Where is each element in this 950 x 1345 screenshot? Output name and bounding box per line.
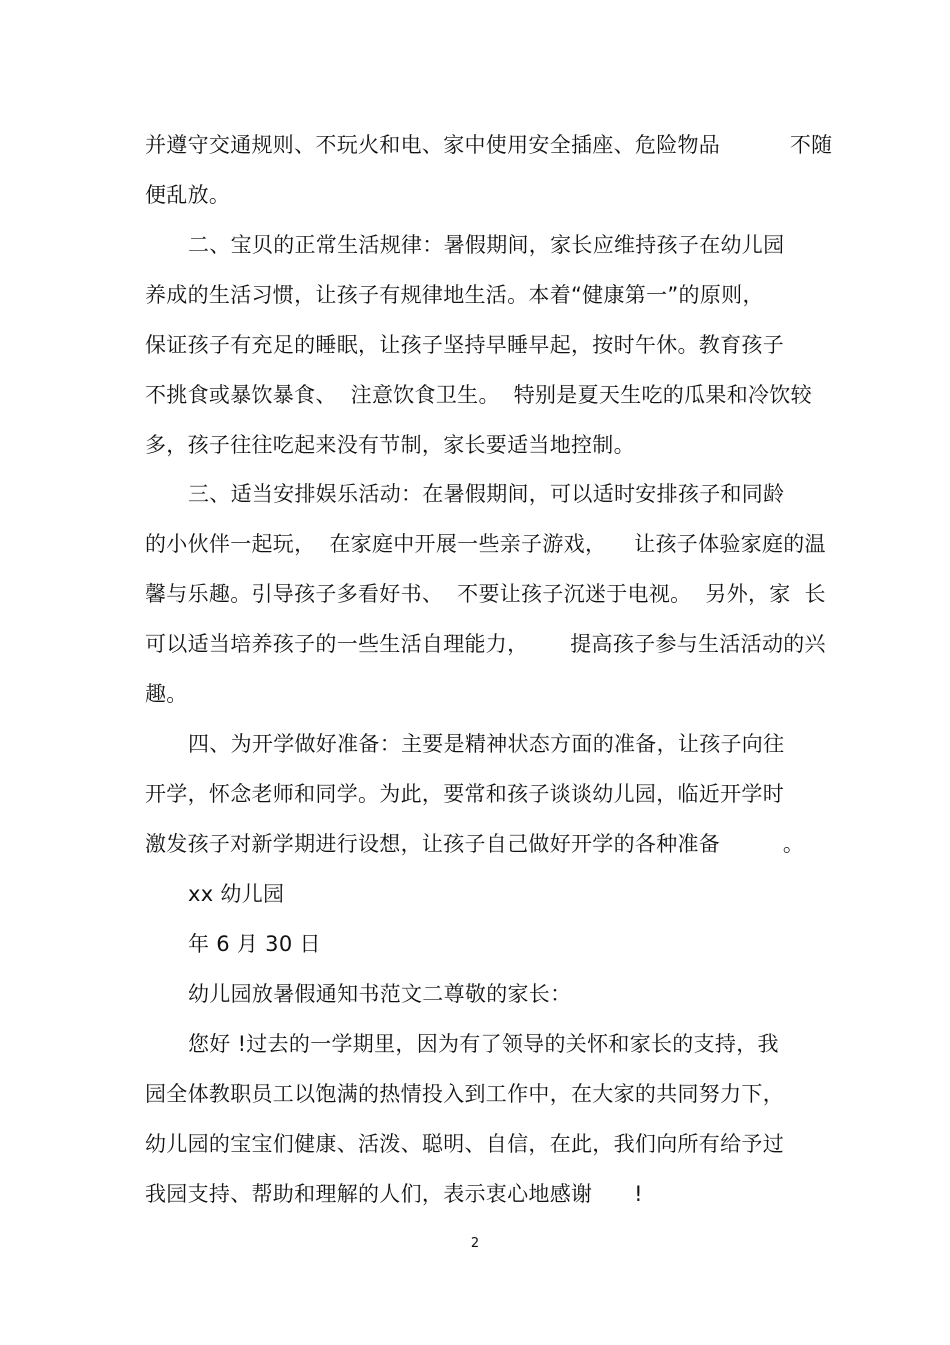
text-line: 并遵守交通规则、不玩火和电、家中使用安全插座、危险物品 不随 — [145, 133, 833, 157]
text-line: 可以适当培养孩子的一些生活自理能力， 提高孩子参与生活活动的兴 — [145, 632, 826, 656]
text-line: 便乱放。 — [145, 183, 231, 207]
sender-name: xx 幼儿园 — [188, 882, 285, 906]
page-number: 2 — [470, 1236, 480, 1251]
paragraph-start: 三、适当安排娱乐活动：在暑假期间，可以适时安排孩子和同龄 — [188, 482, 785, 506]
text-line: 不挑食或暴饮暴食、 注意饮食卫生。 特别是夏天生吃的瓜果和冷饮较 — [145, 383, 812, 407]
text-line: 保证孩子有充足的睡眠，让孩子坚持早睡早起，按时午休。教育孩子 — [145, 333, 784, 357]
section-heading: 幼儿园放暑假通知书范文二尊敬的家长： — [188, 982, 572, 1006]
paragraph-start: 四、为开学做好准备：主要是精神状态方面的准备，让孩子向往 — [188, 732, 785, 756]
text-line: 的小伙伴一起玩， 在家庭中开展一些亲子游戏， 让孩子体验家庭的温 — [145, 532, 826, 556]
text-line: 我园支持、帮助和理解的人们，表示衷心地感谢 ! — [145, 1182, 643, 1206]
text-line: 幼儿园的宝宝们健康、活泼、聪明、自信，在此，我们向所有给予过 — [145, 1132, 784, 1156]
paragraph-start: 二、宝贝的正常生活规律：暑假期间，家长应维持孩子在幼儿园 — [188, 233, 785, 257]
text-line: 养成的生活习惯，让孩子有规律地生活。本着“健康第一”的原则， — [145, 283, 764, 307]
text-line: 开学，怀念老师和同学。为此，要常和孩子谈谈幼儿园，临近开学时 — [145, 782, 784, 806]
text-line: 激发孩子对新学期进行设想，让孩子自己做好开学的各种准备 。 — [145, 832, 805, 856]
text-line: 趣。 — [145, 682, 188, 706]
paragraph-start: 您好 !过去的一学期里，因为有了领导的关怀和家长的支持，我 — [188, 1032, 779, 1056]
date-line: 年 6 月 30 日 — [188, 932, 321, 956]
text-line: 园全体教职员工以饱满的热情投入到工作中，在大家的共同努力下， — [145, 1082, 784, 1106]
text-line: 多，孩子往往吃起来没有节制，家长要适当地控制。 — [145, 433, 635, 457]
text-line: 馨与乐趣。引导孩子多看好书、 不要让孩子沉迷于电视。 另外，家 长 — [145, 582, 826, 606]
